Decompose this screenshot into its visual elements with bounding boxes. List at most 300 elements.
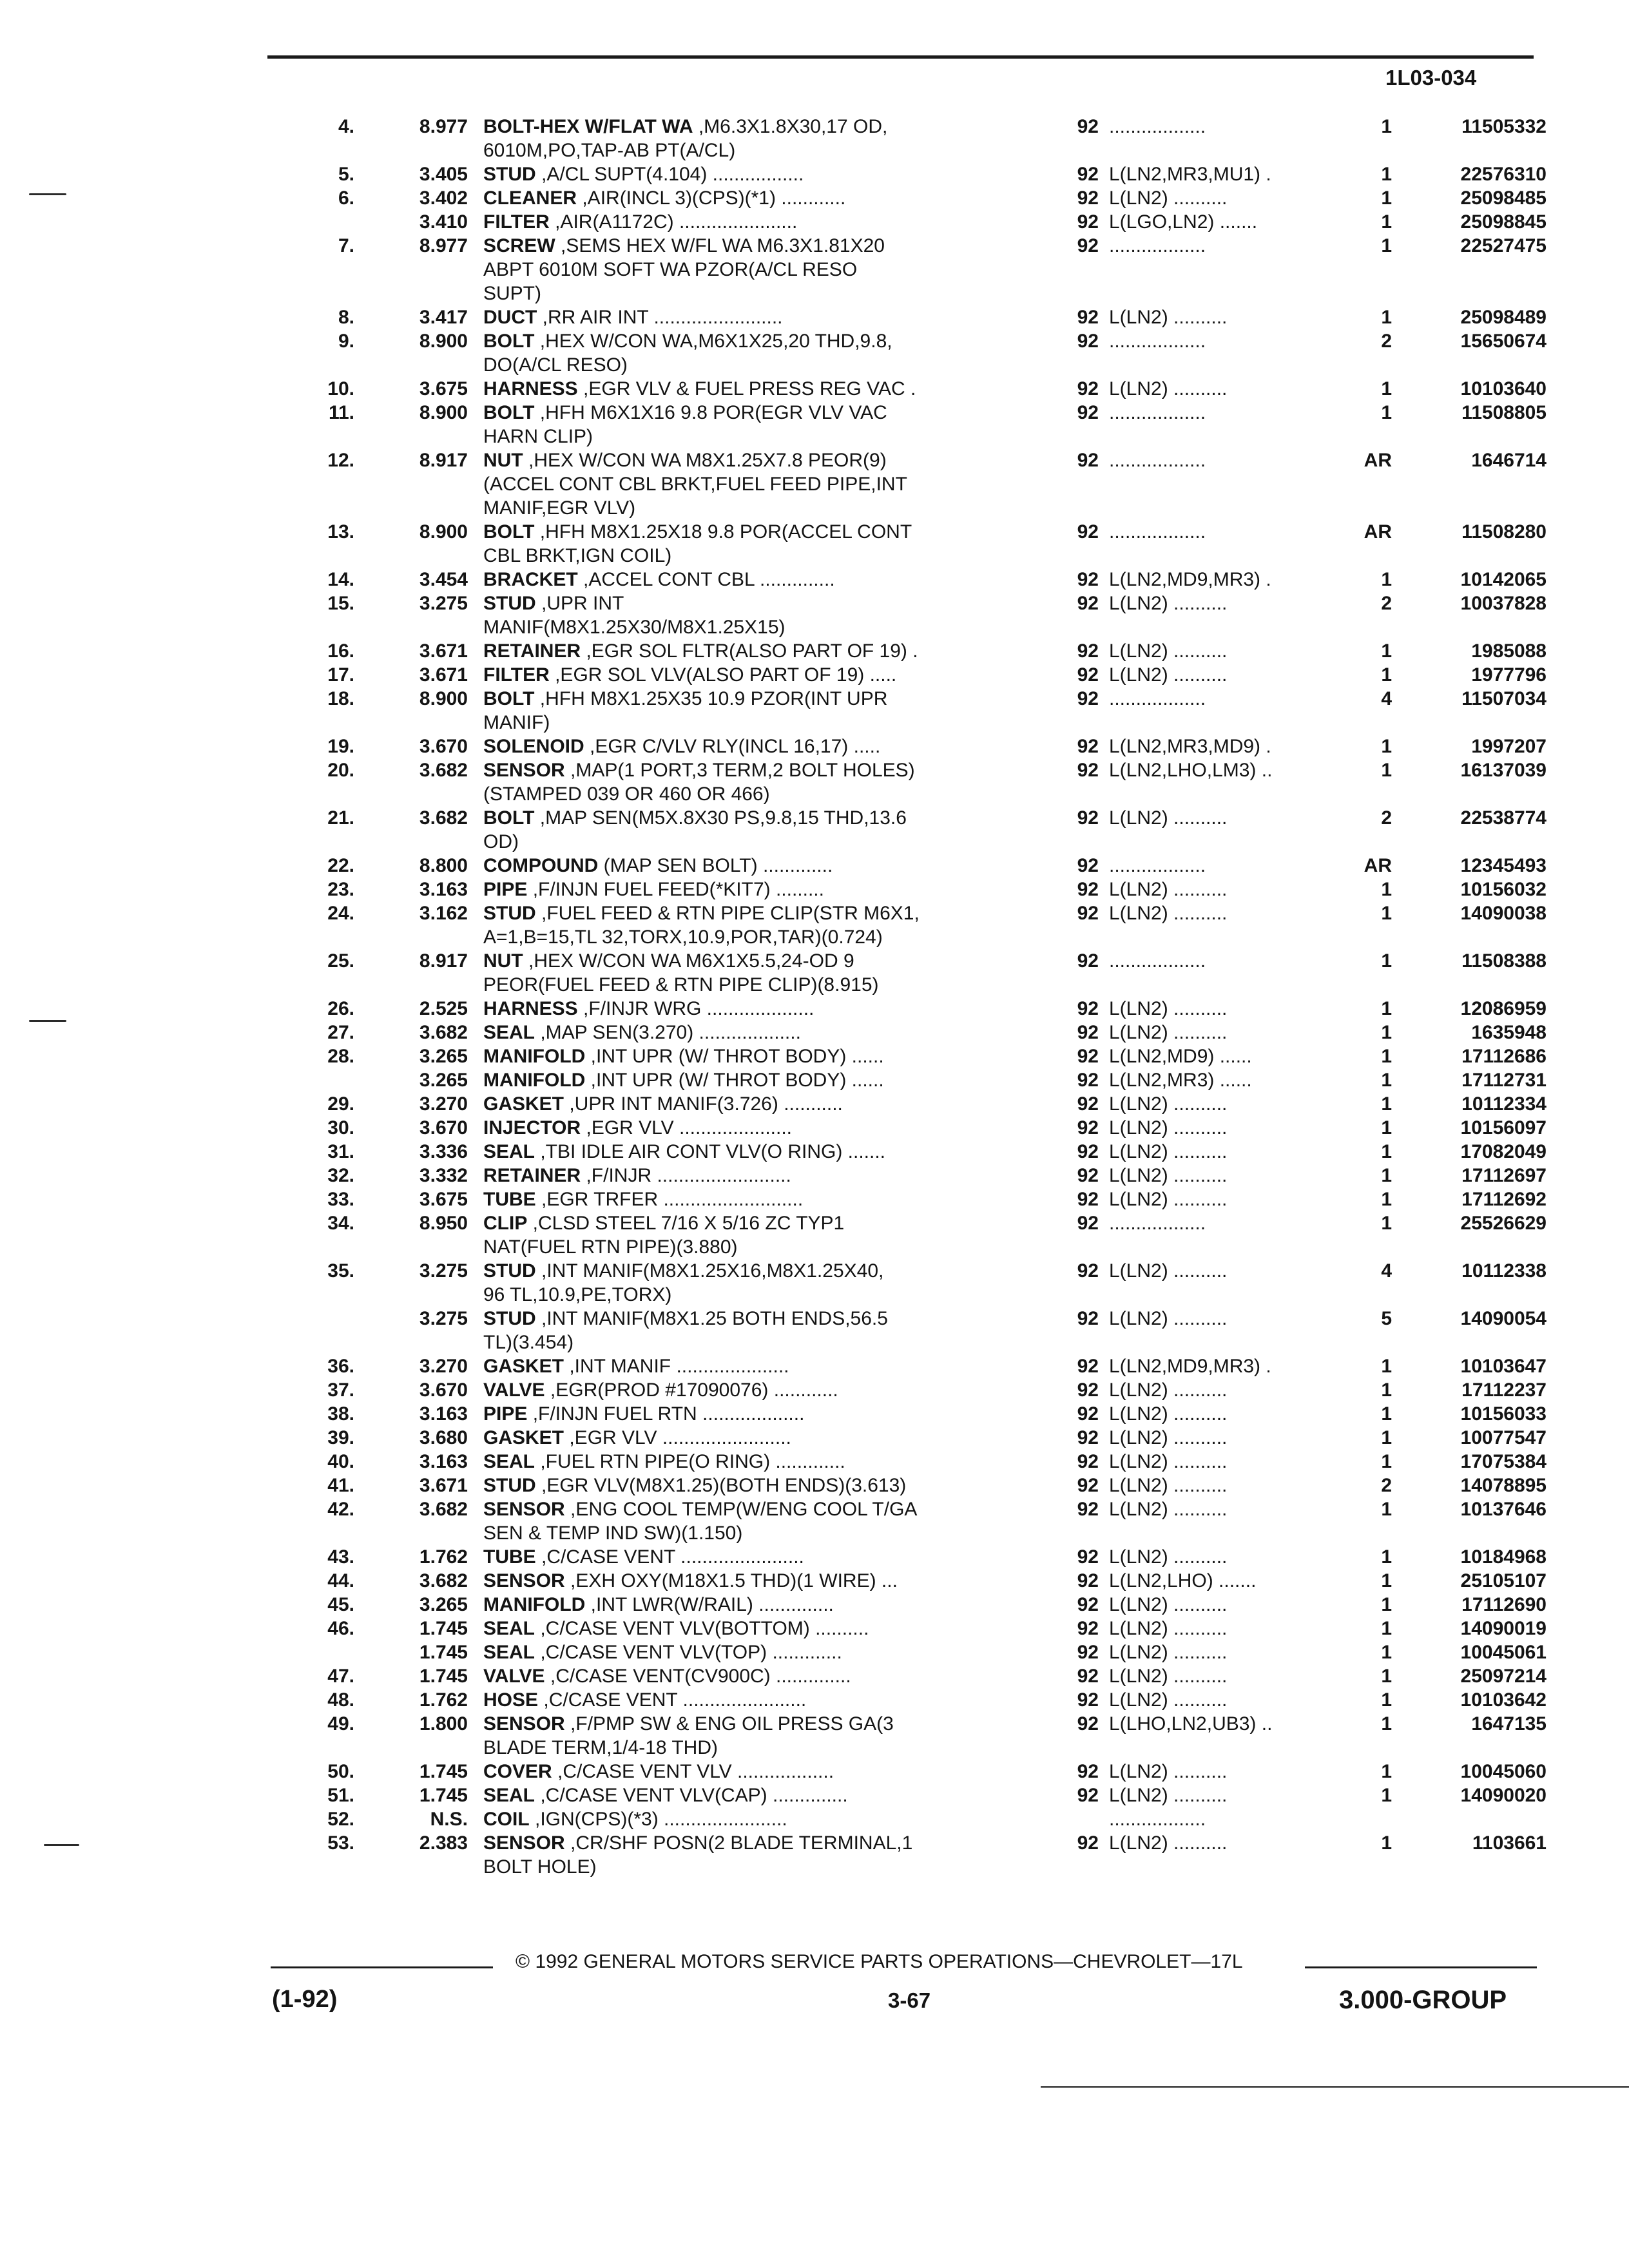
model-year: 92 — [1077, 1165, 1099, 1186]
group-number: 3.265 — [419, 1594, 468, 1615]
model-year: 92 — [1077, 998, 1099, 1019]
part-number: 1635948 — [1471, 1022, 1547, 1043]
quantity: AR — [1364, 521, 1392, 543]
part-spec: ,C/CASE VENT ....................... — [538, 1689, 807, 1711]
item-key: 4. — [338, 116, 354, 137]
model-year: 92 — [1077, 187, 1099, 209]
quantity: 1 — [1381, 1093, 1392, 1115]
part-spec: ,UPR INT MANIF(3.726) ........... — [564, 1093, 843, 1115]
part-spec: ,MAP SEN(3.270) ................... — [535, 1022, 801, 1043]
table-row — [284, 901, 1547, 949]
quantity: 1 — [1381, 1618, 1392, 1639]
group-number: 3.265 — [419, 1070, 468, 1091]
part-number: 14090038 — [1460, 903, 1547, 924]
group-number: 3.270 — [419, 1356, 468, 1377]
part-number: 25098485 — [1460, 187, 1547, 209]
group-number: 3.163 — [419, 1403, 468, 1425]
group-number: 3.670 — [419, 1117, 468, 1139]
table-row — [284, 1569, 1547, 1593]
description — [483, 1068, 1054, 1092]
part-spec: ,UPR INT MANIF(M8X1.25X30/M8X1.25X15) — [483, 593, 786, 638]
quantity: 1 — [1381, 1189, 1392, 1210]
table-row — [284, 401, 1547, 448]
part-spec: ,M6.3X1.8X30,17 OD, 6010M,PO,TAP-AB PT(A/CL) — [483, 116, 888, 161]
table-row — [284, 1140, 1547, 1164]
usage-code: L(LN2) .......... — [1109, 187, 1228, 209]
quantity: 1 — [1381, 402, 1392, 423]
model-year: 92 — [1077, 1642, 1099, 1663]
model-year: 92 — [1077, 1689, 1099, 1711]
group-number: 3.682 — [419, 1022, 468, 1043]
part-name: STUD — [483, 903, 536, 924]
header-rule — [267, 55, 1534, 59]
quantity: 1 — [1381, 1546, 1392, 1568]
part-name: BOLT — [483, 688, 535, 709]
quantity: 1 — [1381, 1666, 1392, 1687]
group-number: 3.270 — [419, 1093, 468, 1115]
model-year: 92 — [1077, 1594, 1099, 1615]
group-number: 1.800 — [419, 1713, 468, 1735]
quantity: 1 — [1381, 1141, 1392, 1162]
usage-code: L(LN2,MR3,MD9) . — [1109, 736, 1271, 757]
part-spec: ,AIR(INCL 3)(CPS)(*1) ............ — [577, 187, 846, 209]
part-name: STUD — [483, 593, 536, 614]
model-year: 92 — [1077, 1499, 1099, 1520]
quantity: 1 — [1381, 879, 1392, 900]
usage-code: L(LN2) .......... — [1109, 1165, 1228, 1186]
quantity: 1 — [1381, 1070, 1392, 1091]
usage-code: L(LN2) .......... — [1109, 1618, 1228, 1639]
model-year: 92 — [1077, 116, 1099, 137]
usage-code: L(LN2) .......... — [1109, 1403, 1228, 1425]
part-name: RETAINER — [483, 640, 581, 662]
group-number: 3.671 — [419, 640, 468, 662]
group-number: 8.917 — [419, 450, 468, 471]
part-spec: ,AIR(A1172C) ...................... — [549, 211, 798, 233]
model-year: 92 — [1077, 640, 1099, 662]
quantity: 4 — [1381, 1260, 1392, 1282]
item-key: 53. — [327, 1832, 354, 1854]
model-year: 92 — [1077, 1427, 1099, 1448]
quantity: AR — [1364, 855, 1392, 876]
part-number: 17112237 — [1461, 1379, 1547, 1401]
part-name: BOLT — [483, 521, 535, 543]
model-year: 92 — [1077, 879, 1099, 900]
quantity: 1 — [1381, 1165, 1392, 1186]
part-name: INJECTOR — [483, 1117, 581, 1139]
description — [483, 1640, 1054, 1664]
group-number: 3.162 — [419, 903, 468, 924]
table-row — [284, 1807, 1547, 1831]
part-name: VALVE — [483, 1666, 545, 1687]
footer-group: 3.000-GROUP — [1339, 1986, 1507, 2014]
part-name: STUD — [483, 1475, 536, 1496]
part-name: SOLENOID — [483, 736, 584, 757]
table-row — [284, 1354, 1547, 1378]
part-number: 14090054 — [1460, 1308, 1547, 1329]
usage-code: L(LN2) .......... — [1109, 1761, 1228, 1782]
part-number: 14078895 — [1460, 1475, 1547, 1496]
table-row — [284, 1474, 1547, 1497]
table-row — [284, 1497, 1547, 1545]
model-year: 92 — [1077, 1117, 1099, 1139]
quantity: 1 — [1381, 1403, 1392, 1425]
quantity: 1 — [1381, 187, 1392, 209]
usage-code: .................. — [1109, 402, 1206, 423]
group-number: 1.745 — [419, 1642, 468, 1663]
part-spec: ,EGR SOL FLTR(ALSO PART OF 19) . — [581, 640, 918, 662]
part-number: 17075384 — [1460, 1451, 1547, 1472]
description — [483, 1474, 1054, 1497]
table-row — [284, 1831, 1547, 1879]
description — [483, 1760, 1054, 1783]
usage-code: .................. — [1109, 450, 1206, 471]
part-number: 25098489 — [1460, 307, 1547, 328]
description — [483, 1712, 1054, 1760]
item-key: 49. — [327, 1713, 354, 1735]
table-row — [284, 1307, 1547, 1354]
part-spec: ,TBI IDLE AIR CONT VLV(O RING) ....... — [535, 1141, 885, 1162]
model-year: 92 — [1077, 760, 1099, 781]
group-number: 3.671 — [419, 664, 468, 686]
usage-code: L(LN2) .......... — [1109, 1093, 1228, 1115]
description — [483, 1187, 1054, 1211]
usage-code: L(LN2) .......... — [1109, 1475, 1228, 1496]
group-number: 3.410 — [419, 211, 468, 233]
description — [483, 1044, 1054, 1068]
description — [483, 663, 1054, 687]
part-spec: ,CLSD STEEL 7/16 X 5/16 ZC TYP1 NAT(FUEL RTN PIPE)(3.880) — [483, 1213, 845, 1258]
group-number: 8.977 — [419, 235, 468, 256]
footer-rule-bottom — [1041, 2086, 1629, 2088]
part-name: GASKET — [483, 1427, 564, 1448]
item-key: 42. — [327, 1499, 354, 1520]
part-spec: ,EGR VLV ........................ — [564, 1427, 791, 1448]
group-number: 3.670 — [419, 736, 468, 757]
description — [483, 186, 1054, 210]
item-key: 41. — [327, 1475, 354, 1496]
part-name: STUD — [483, 164, 536, 185]
part-spec: ,RR AIR INT ........................ — [537, 307, 783, 328]
table-row — [284, 568, 1547, 591]
table-row — [284, 186, 1547, 210]
model-year: 92 — [1077, 1308, 1099, 1329]
part-number: 1997207 — [1471, 736, 1547, 757]
usage-code: L(LN2) .......... — [1109, 1499, 1228, 1520]
group-number: 3.454 — [419, 569, 468, 590]
item-key: 14. — [327, 569, 354, 590]
item-key: 26. — [327, 998, 354, 1019]
quantity: 4 — [1381, 688, 1392, 709]
item-key: 38. — [327, 1403, 354, 1425]
quantity: 1 — [1381, 998, 1392, 1019]
part-number: 14090020 — [1460, 1785, 1547, 1806]
description — [483, 1783, 1054, 1807]
description — [483, 1426, 1054, 1450]
part-name: SEAL — [483, 1642, 535, 1663]
part-number: 25097214 — [1460, 1666, 1547, 1687]
quantity: 1 — [1381, 307, 1392, 328]
quantity: 1 — [1381, 950, 1392, 972]
description — [483, 568, 1054, 591]
quantity: 1 — [1381, 1761, 1392, 1782]
model-year: 92 — [1077, 1666, 1099, 1687]
quantity: 1 — [1381, 116, 1392, 137]
usage-code: L(LN2,LHO) ....... — [1109, 1570, 1257, 1591]
group-number: 3.682 — [419, 1570, 468, 1591]
description — [483, 1021, 1054, 1044]
usage-code: L(LN2) .......... — [1109, 307, 1228, 328]
description — [483, 1116, 1054, 1140]
item-key: 39. — [327, 1427, 354, 1448]
table-row — [284, 1593, 1547, 1617]
group-number: 8.977 — [419, 116, 468, 137]
group-number: 1.745 — [419, 1761, 468, 1782]
table-row — [284, 1450, 1547, 1474]
group-number: 8.900 — [419, 331, 468, 352]
quantity: 1 — [1381, 569, 1392, 590]
part-name: CLEANER — [483, 187, 577, 209]
item-key: 19. — [327, 736, 354, 757]
part-number: 22576310 — [1460, 164, 1547, 185]
usage-code: L(LN2,LHO,LM3) .. — [1109, 760, 1273, 781]
part-spec: ,CR/SHF POSN(2 BLADE TERMINAL,1 BOLT HOLE) — [483, 1832, 913, 1878]
usage-code: .................. — [1109, 1809, 1206, 1830]
description — [483, 305, 1054, 329]
usage-code: .................. — [1109, 1213, 1206, 1234]
part-number: 1646714 — [1471, 450, 1547, 471]
item-key: 28. — [327, 1046, 354, 1067]
usage-code: L(LN2) .......... — [1109, 807, 1228, 829]
quantity: 1 — [1381, 1117, 1392, 1139]
part-spec: ,A/CL SUPT(4.104) ................. — [535, 164, 804, 185]
table-row — [284, 1783, 1547, 1807]
model-year: 92 — [1077, 164, 1099, 185]
part-number: 10184968 — [1460, 1546, 1547, 1568]
item-key: 13. — [327, 521, 354, 543]
item-key: 5. — [338, 164, 354, 185]
model-year: 92 — [1077, 1618, 1099, 1639]
table-row — [284, 1664, 1547, 1688]
group-number: 1.745 — [419, 1666, 468, 1687]
usage-code: L(LN2) .......... — [1109, 903, 1228, 924]
table-row — [284, 210, 1547, 234]
quantity: 1 — [1381, 211, 1392, 233]
table-row — [284, 1068, 1547, 1092]
part-number: 15650674 — [1460, 331, 1547, 352]
description — [483, 1450, 1054, 1474]
usage-code: L(LGO,LN2) ....... — [1109, 211, 1258, 233]
quantity: 1 — [1381, 760, 1392, 781]
usage-code: L(LN2) .......... — [1109, 1308, 1228, 1329]
description — [483, 997, 1054, 1021]
usage-code: L(LN2) .......... — [1109, 1832, 1228, 1854]
usage-code: .................. — [1109, 331, 1206, 352]
model-year: 92 — [1077, 1475, 1099, 1496]
part-spec: ,IGN(CPS)(*3) ....................... — [529, 1809, 787, 1830]
usage-code: L(LN2) .......... — [1109, 1141, 1228, 1162]
table-row — [284, 735, 1547, 758]
group-number: 3.163 — [419, 1451, 468, 1472]
group-number: 3.675 — [419, 378, 468, 399]
part-number: 10112338 — [1461, 1260, 1547, 1282]
table-row — [284, 1116, 1547, 1140]
item-key: 29. — [327, 1093, 354, 1115]
table-row — [284, 687, 1547, 735]
part-name: VALVE — [483, 1379, 545, 1401]
group-number: 8.900 — [419, 688, 468, 709]
group-number: 3.265 — [419, 1046, 468, 1067]
group-number: 3.682 — [419, 1499, 468, 1520]
part-spec: ,SEMS HEX W/FL WA M6.3X1.81X20 ABPT 6010M SOFT WA PZOR(A/CL RESO SUPT) — [483, 235, 885, 304]
part-spec: ,EGR VLV & FUEL PRESS REG VAC . — [577, 378, 916, 399]
item-key: 35. — [327, 1260, 354, 1282]
part-spec: ,ACCEL CONT CBL .............. — [577, 569, 835, 590]
table-row — [284, 448, 1547, 520]
description — [483, 1593, 1054, 1617]
description — [483, 1688, 1054, 1712]
item-key: 33. — [327, 1189, 354, 1210]
model-year: 92 — [1077, 903, 1099, 924]
table-row — [284, 806, 1547, 854]
description — [483, 234, 1054, 305]
part-name: MANIFOLD — [483, 1070, 586, 1091]
part-number: 12345493 — [1460, 855, 1547, 876]
part-name: SENSOR — [483, 760, 565, 781]
model-year: 92 — [1077, 1713, 1099, 1735]
usage-code: L(LN2) .......... — [1109, 1546, 1228, 1568]
part-spec: (MAP SEN BOLT) ............. — [598, 855, 833, 876]
part-spec: ,INT LWR(W/RAIL) .............. — [585, 1594, 834, 1615]
description — [483, 854, 1054, 878]
quantity: 1 — [1381, 235, 1392, 256]
part-number: 11508805 — [1461, 402, 1547, 423]
model-year: 92 — [1077, 1451, 1099, 1472]
part-spec: ,HFH M6X1X16 9.8 POR(EGR VLV VAC HARN CLIP) — [483, 402, 887, 447]
part-name: GASKET — [483, 1093, 564, 1115]
description — [483, 735, 1054, 758]
description — [483, 591, 1054, 639]
item-key: 6. — [338, 187, 354, 209]
quantity: 1 — [1381, 1785, 1392, 1806]
group-number: 3.336 — [419, 1141, 468, 1162]
part-number: 10103647 — [1460, 1356, 1547, 1377]
group-number: 3.332 — [419, 1165, 468, 1186]
part-spec: ,FUEL RTN PIPE(O RING) ............. — [535, 1451, 845, 1472]
item-key: 40. — [327, 1451, 354, 1472]
model-year: 92 — [1077, 521, 1099, 543]
model-year: 92 — [1077, 378, 1099, 399]
group-number: 3.675 — [419, 1189, 468, 1210]
model-year: 92 — [1077, 1141, 1099, 1162]
item-key: 17. — [327, 664, 354, 686]
table-row — [284, 1092, 1547, 1116]
item-key: 11. — [328, 402, 354, 423]
model-year: 92 — [1077, 1093, 1099, 1115]
part-number: 11507034 — [1461, 688, 1547, 709]
quantity: 1 — [1381, 1379, 1392, 1401]
group-number: 8.900 — [419, 402, 468, 423]
table-row — [284, 1426, 1547, 1450]
part-spec: ,C/CASE VENT ....................... — [535, 1546, 804, 1568]
item-key: 51. — [327, 1785, 354, 1806]
quantity: 1 — [1381, 1499, 1392, 1520]
part-name: GASKET — [483, 1356, 564, 1377]
group-number: 3.670 — [419, 1379, 468, 1401]
group-number: 3.682 — [419, 807, 468, 829]
description — [483, 878, 1054, 901]
parts-table — [284, 115, 1547, 1879]
part-name: SENSOR — [483, 1570, 565, 1591]
part-name: PIPE — [483, 879, 528, 900]
part-spec: ,MAP(1 PORT,3 TERM,2 BOLT HOLES) (STAMPED 039 OR 460 OR 466) — [483, 760, 915, 805]
item-key: 21. — [327, 807, 354, 829]
group-number: 1.745 — [419, 1785, 468, 1806]
part-spec: ,INT MANIF ..................... — [564, 1356, 789, 1377]
model-year: 92 — [1077, 235, 1099, 256]
part-name: FILTER — [483, 211, 550, 233]
part-spec: ,HEX W/CON WA M8X1.25X7.8 PEOR(9) (ACCEL CONT CBL BRKT,FUEL FEED PIPE,INT MANIF,EGR VLV) — [483, 450, 907, 519]
usage-code: .................. — [1109, 688, 1206, 709]
table-row — [284, 1545, 1547, 1569]
group-number: 8.800 — [419, 855, 468, 876]
model-year: 92 — [1077, 1403, 1099, 1425]
item-key: 22. — [327, 855, 354, 876]
item-key: 27. — [327, 1022, 354, 1043]
part-number: 25526629 — [1460, 1213, 1547, 1234]
usage-code: L(LN2) .......... — [1109, 1594, 1228, 1615]
description — [483, 1164, 1054, 1187]
model-year: 92 — [1077, 1046, 1099, 1067]
description — [483, 520, 1054, 568]
description — [483, 115, 1054, 162]
part-name: BOLT — [483, 807, 535, 829]
group-number: 3.402 — [419, 187, 468, 209]
table-row — [284, 591, 1547, 639]
usage-code: L(LN2) .......... — [1109, 1785, 1228, 1806]
part-name: SEAL — [483, 1022, 535, 1043]
usage-code: L(LN2) .......... — [1109, 640, 1228, 662]
margin-mark — [29, 193, 66, 195]
description — [483, 687, 1054, 735]
quantity: 5 — [1381, 1308, 1392, 1329]
usage-code: L(LN2) .......... — [1109, 664, 1228, 686]
table-row — [284, 997, 1547, 1021]
description — [483, 639, 1054, 663]
part-number: 14090019 — [1460, 1618, 1547, 1639]
description — [483, 1807, 1054, 1831]
part-spec: ,FUEL FEED & RTN PIPE CLIP(STR M6X1, A=1,B=15,TL 32,TORX,10.9,POR,TAR)(0.724) — [483, 903, 920, 948]
part-spec: ,EXH OXY(M18X1.5 THD)(1 WIRE) ... — [564, 1570, 898, 1591]
description — [483, 448, 1054, 520]
usage-code: L(LN2) .......... — [1109, 1379, 1228, 1401]
part-spec: ,C/CASE VENT(CV900C) .............. — [545, 1666, 851, 1687]
usage-code: L(LN2,MD9) ...... — [1109, 1046, 1252, 1067]
table-row — [284, 758, 1547, 806]
model-year: 92 — [1077, 1070, 1099, 1091]
usage-code: L(LN2) .......... — [1109, 1666, 1228, 1687]
table-row — [284, 639, 1547, 663]
part-name: COMPOUND — [483, 855, 599, 876]
table-row — [284, 305, 1547, 329]
model-year: 92 — [1077, 1379, 1099, 1401]
usage-code: L(LN2) .......... — [1109, 1022, 1228, 1043]
part-spec: ,HFH M8X1.25X18 9.8 POR(ACCEL CONT CBL BRKT,IGN COIL) — [483, 521, 912, 566]
part-spec: ,EGR(PROD #17090076) ............ — [545, 1379, 838, 1401]
part-number: 10045061 — [1460, 1642, 1547, 1663]
part-spec: ,HFH M8X1.25X35 10.9 PZOR(INT UPR MANIF) — [483, 688, 888, 733]
group-number: 3.163 — [419, 879, 468, 900]
